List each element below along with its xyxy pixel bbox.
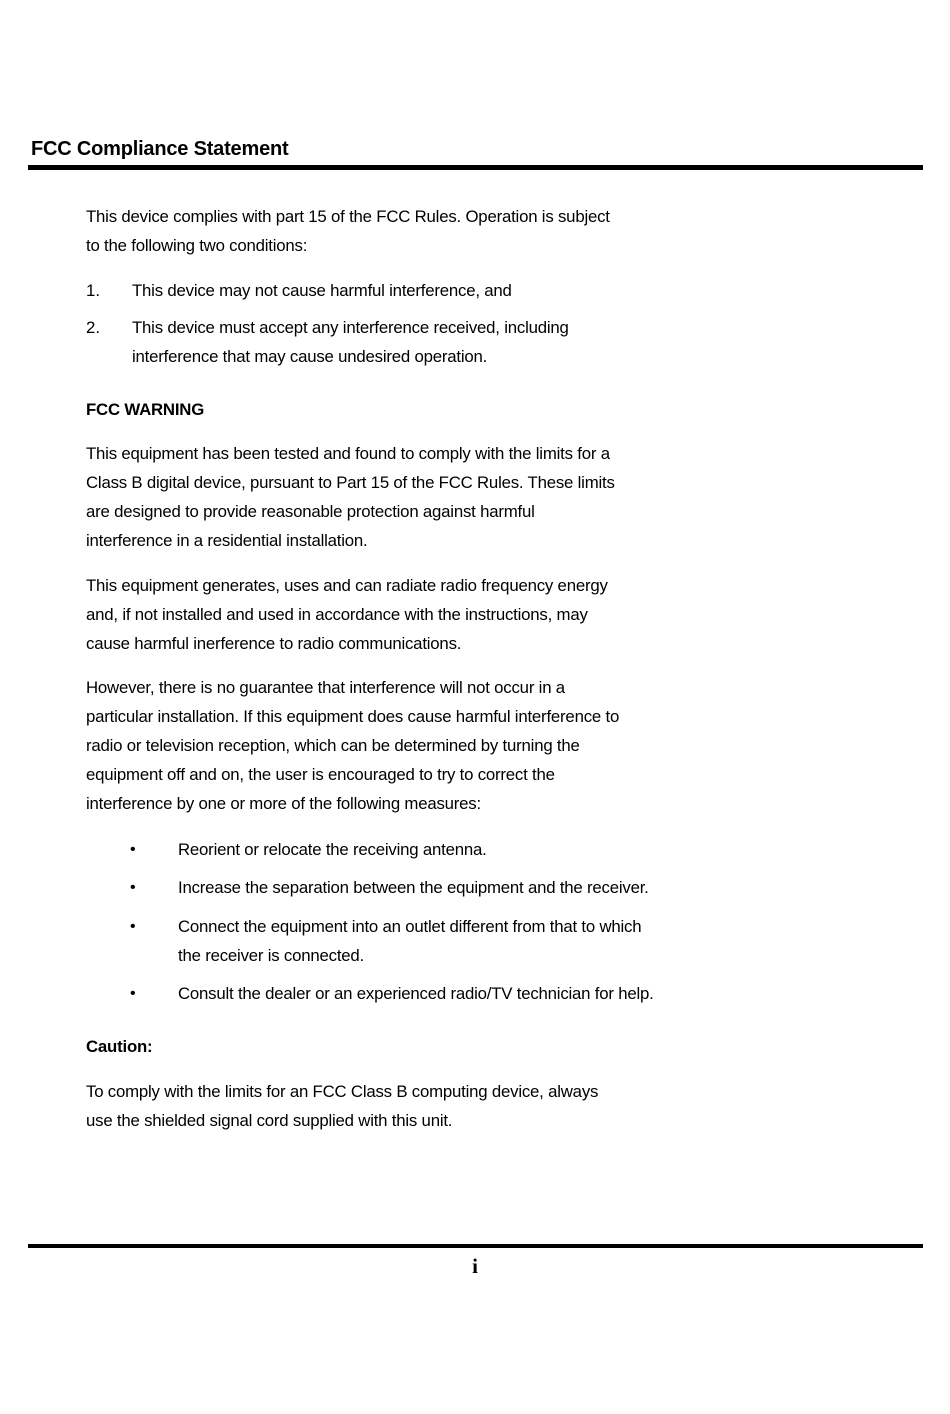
- page-title: FCC Compliance Statement: [31, 138, 289, 160]
- text-line: Class B digital device, pursuant to Part 15 of the FCC Rules. These limits: [86, 473, 615, 492]
- caution-paragraph: [86, 1077, 926, 1135]
- text-line: radio or television reception, which can be determined by turning the: [86, 736, 580, 755]
- page-number: i: [472, 1254, 478, 1278]
- intro-paragraph: [86, 202, 926, 260]
- measure-item: [178, 835, 928, 864]
- measure-item: [178, 873, 928, 902]
- text-line: cause harmful inerference to radio communications.: [86, 634, 462, 653]
- text-line: This equipment generates, uses and can radiate radio frequency energy: [86, 576, 608, 595]
- text-line: interference that may cause undesired operation.: [132, 347, 488, 366]
- condition-number: 1.: [86, 281, 100, 300]
- text-line: Reorient or relocate the receiving antenna.: [178, 840, 487, 859]
- measure-item: [178, 979, 928, 1008]
- text-line: This device complies with part 15 of the FCC Rules. Operation is subject: [86, 207, 610, 226]
- text-line: particular installation. If this equipment does cause harmful interference to: [86, 707, 620, 726]
- text-line: Consult the dealer or an experienced radio/TV technician for help.: [178, 984, 654, 1003]
- measure-item: [178, 912, 928, 970]
- warning-paragraph: [86, 439, 926, 555]
- text-line: This device may not cause harmful interference, and: [132, 281, 512, 300]
- text-line: to the following two conditions:: [86, 236, 308, 255]
- warning-heading: FCC WARNING: [86, 400, 205, 419]
- text-line: equipment off and on, the user is encouraged to try to correct the: [86, 765, 555, 784]
- text-line: use the shielded signal cord supplied with this unit.: [86, 1111, 453, 1130]
- bullet-icon: •: [130, 841, 136, 858]
- condition-number: 2.: [86, 318, 100, 337]
- text-line: the receiver is connected.: [178, 946, 365, 965]
- warning-paragraph: [86, 571, 926, 658]
- condition-text: [132, 313, 922, 371]
- condition-text: [132, 276, 922, 305]
- text-line: are designed to provide reasonable protection against harmful: [86, 502, 535, 521]
- bullet-icon: •: [130, 918, 136, 935]
- caution-heading: Caution:: [86, 1037, 153, 1056]
- footer-rule: [28, 1244, 923, 1248]
- bullet-icon: •: [130, 985, 136, 1002]
- header-rule: [28, 165, 923, 170]
- text-line: This equipment has been tested and found to comply with the limits for a: [86, 444, 610, 463]
- text-line: interference by one or more of the following measures:: [86, 794, 481, 813]
- text-line: Connect the equipment into an outlet different from that to which: [178, 917, 642, 936]
- warning-paragraph: [86, 673, 926, 818]
- text-line: To comply with the limits for an FCC Class B computing device, always: [86, 1082, 599, 1101]
- text-line: interference in a residential installation.: [86, 531, 368, 550]
- text-line: This device must accept any interference received, including: [132, 318, 569, 337]
- text-line: and, if not installed and used in accordance with the instructions, may: [86, 605, 588, 624]
- bullet-icon: •: [130, 879, 136, 896]
- text-line: However, there is no guarantee that interference will not occur in a: [86, 678, 565, 697]
- text-line: Increase the separation between the equipment and the receiver.: [178, 878, 649, 897]
